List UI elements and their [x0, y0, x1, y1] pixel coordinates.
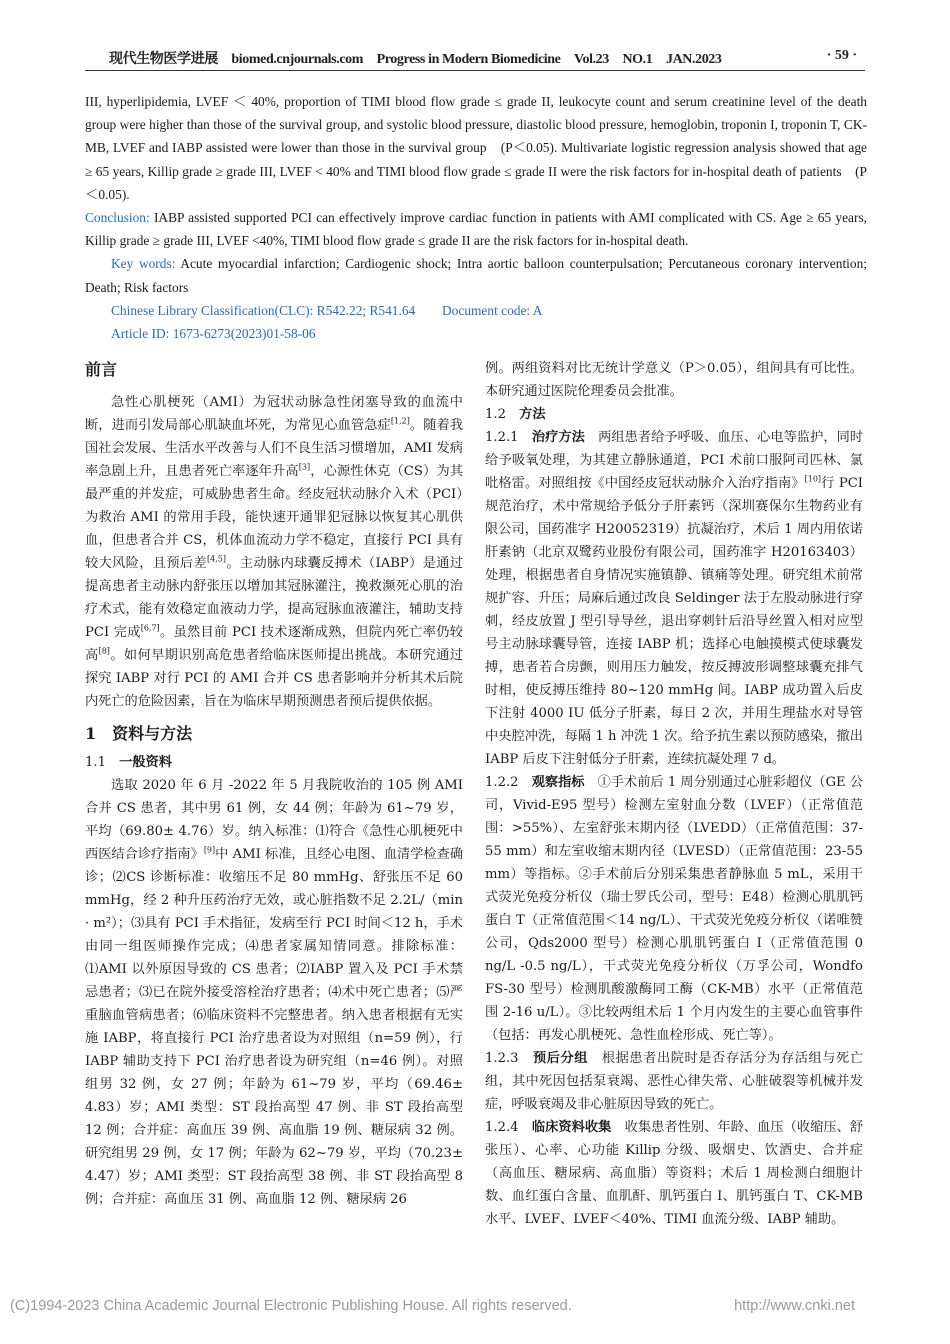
footer: [0, 1295, 950, 1319]
running-header: [85, 46, 865, 68]
citation: [8]: [98, 646, 110, 656]
preface-title: 前言: [85, 360, 118, 379]
citation: [3]: [298, 462, 311, 472]
treatment-text-b: 行 PCI 规范治疗，术中常规给予低分子肝素钙（深圳赛保尔生物药业有限公司，国药准字 H20052319）抗凝治疗，术后 1 周内用依诺肝素钠（北京双鹭药业股份有限公司，国药准字 H20163403）处理，根据患者自身情况实施镇静、镇痛等处理。研究组术前常规扩容、升压；局麻后通过改良 Seldinger 法于左股动脉进行穿刺，经皮放置 J 型引导导丝，退出穿刺针后沿导丝置入相对应型号主动脉球囊导管，连接 IABP 机；选择心电触摸模式使球囊发搏，患者若合房颤，则用压力触发，按反搏波形调整球囊充排气时相，使反搏压维持 80~120 mmHg 间。IABP 成功置入后皮下注射 4000 IU 低分子肝素，每日 2 次，并用生理盐水对导管中央腔冲洗，每隔 1 h 冲洗 1 次。给予抗生素以预防感染，撤出 IABP 后皮下注射低分子肝素，连续抗凝处理 7 d。: [485, 476, 863, 767]
preface-text-b: 。随着我国社会发展、生活水平改善与人们不良生活习惯增加，AMI 发病率急剧上升，且患者死亡率逐年升高: [85, 418, 464, 479]
subsection-name: 一般资料: [119, 755, 172, 770]
clinical-text: 收集患者性别、年龄、血压（收缩压、舒张压）、心率、心功能 Killip 分级、吸烟史、饮酒史、合并症（高血压、糖尿病、高血脂）等资料；术后 1 周检测白细胞计数、血红蛋白含量、血肌酐、肌钙蛋白 I、肌钙蛋白 T、CK-MB 水平、LVEF、LVEF＜40%、TIMI 血流分级、IABP 辅助。: [485, 1120, 864, 1227]
prognosis-text: 根据患者出院时是否存活分为存活组与死亡组，其中死因包括泵衰竭、恶性心律失常、心脏破裂等机械并发症，呼吸衰竭及非心脏原因导致的死亡。: [485, 1051, 864, 1112]
clinical-data-paragraph: [485, 1116, 863, 1231]
citation: [10]: [804, 474, 822, 484]
general-text-a: 选取 2020 年 6 月 -2022 年 5 月我院收治的 105 例 AMI 合并 CS 患者，其中男 61 例，女 44 例；年龄为 61~79 岁，平均（69.80± 4.76）岁。纳入标准：⑴符合《急性心肌梗死中西医结合诊疗指南》: [85, 778, 463, 862]
subsection-name: 治疗方法: [531, 430, 585, 445]
preface-text-f: 。如何早期识别高危患者给临床医师提出挑战。本研究通过探究 IABP 对行 PCI 的 AMI 合并 CS 患者影响并分析其术后院内死亡的危险因素，旨在为临床早期预测患者预后提供依据。: [85, 648, 464, 709]
treatment-text-a: 两组患者给予呼吸、血压、心电等监护，同时给予吸氧处理，为其建立静脉通道，PCI 术前口服阿司匹林、氯吡格雷。对照组按《中国经皮冠状动脉介入治疗指南》: [485, 430, 864, 491]
general-data-paragraph: [85, 774, 463, 1211]
observation-text: ①手术前后 1 周分别通过心脏彩超仪（GE 公司，Vivid-E95 型号）检测左室射血分数（LVEF）（正常值范围：>55%）、左室舒张末期内径（LVEDD）（正常值范围：37-55 mm）和左室收缩末期内径（LVESD）（正常值范围：23-55 mm）等指标。②手术前后分别采集患者静脉血 5 mL，采用干式荧光免疫分析仪（瑞士罗氏公司，型号：E48）检测心肌肌钙蛋白 T（正常值范围＜14 ng/L）、干式荧光免疫分析仪（诺唯赞公司，Qds2000 型号）检测心肌肌钙蛋白 I（正常值范围 0 ng/L -0.5 ng/L），干式荧光免疫分析仪（万孚公司，Wondfo FS-30 型号）检测肌酸激酶同工酶（CK-MB）水平（正常值范围 2-16 u/L）。③比较两组术后 1 个月内发生的主要心血管事件（包括：再发心肌梗死、急性血栓形成、死亡等）。: [485, 775, 864, 1043]
preface-paragraph: [85, 391, 463, 713]
prognosis-paragraph: [485, 1047, 863, 1116]
observation-paragraph: [485, 771, 863, 1047]
subsection-name: 方法: [519, 407, 546, 422]
subsection-number: 1.2.4: [485, 1120, 519, 1135]
subsection-number: 1.2.1: [485, 430, 519, 445]
left-column: [85, 357, 463, 1211]
conclusion-text: IABP assisted supported PCI can effectively improve cardiac function in patients with AMI complicated with CS. Age ≥ 65 years, Killip grade ≥ grade III, LVEF <40%, TIMI blood flow grade ≤ grade II are the risk factors for in-hospital death.: [85, 210, 867, 249]
subsection-name: 临床资料收集: [531, 1120, 612, 1135]
keywords-label: Key words:: [111, 256, 176, 272]
english-abstract: [85, 90, 867, 345]
copyright-notice: (C)1994-2023 China Academic Journal Electronic Publishing House. All rights reserved.: [10, 1298, 572, 1314]
subsection-1-1-title: [85, 751, 463, 774]
abstract-conclusion: [85, 206, 867, 252]
citation: [1,2]: [390, 416, 410, 426]
citation: [9]: [203, 845, 216, 855]
right-column: [485, 357, 863, 1231]
page-number: · 59 ·: [826, 48, 857, 63]
preface-text-d: 。主动脉内球囊反搏术（IABP）是通过提高患者主动脉内舒张压以增加其冠脉灌注，挽救濒死心肌的治疗术式，能有效稳定血液动力学，提高冠脉血液灌注，辅助支持 PCI 完成: [85, 556, 464, 640]
section-1-title: 1 资料与方法: [85, 724, 193, 743]
subsection-number: 1.2.3: [485, 1051, 519, 1066]
preface-text-a: 急性心肌梗死（AMI）为冠状动脉急性闭塞导致的血流中断，进而引发局部心肌缺血坏死，为常见心血管急症: [85, 395, 463, 433]
clc-line: Chinese Library Classification(CLC): R542.22; R541.64 Document code: A: [111, 302, 543, 318]
preface-text-e: 。虽然目前 PCI 技术逐渐成熟，但院内死亡率仍较高: [85, 625, 463, 663]
header-rule: [85, 70, 865, 71]
subsection-number: 1.2.2: [485, 775, 519, 790]
abstract-results: III, hyperlipidemia, LVEF ＜ 40%, proportion of TIMI blood flow grade ≤ grade II, leukocyte count and serum creatinine level of the death group were higher than those of the survival group, and systolic blood pressure, diastolic blood pressure, hemoglobin, troponin I, troponin T, CK-MB, LVEF and IABP assisted were lower than those in the survival group (P＜0.05). Multivariate logistic regression analysis showed that age ≥ 65 years, Killip grade ≥ grade III, LVEF < 40% and TIMI blood flow grade ≤ grade II were the risk factors for in-hospital death of patients (P＜0.05).: [85, 94, 867, 202]
citation: [4,5]: [207, 554, 226, 564]
keywords-text: Acute myocardial infarction; Cardiogenic shock; Intra aortic balloon counterpulsation; Percutaneous coronary intervention; Death; Risk factors: [85, 256, 867, 295]
subsection-1-2-title: [485, 403, 863, 426]
citation: [6,7]: [140, 623, 160, 633]
treatment-paragraph: [485, 426, 863, 771]
general-text-b: 中 AMI 标准，且经心电图、血清学检查确诊；⑵CS 诊断标准：收缩压不足 80 mmHg、舒张压不足 60 mmHg，经 2 种升压药治疗无效，或心脏指数不足 2.2L/（min · m²）；⑶具有 PCI 手术指征，发病至行 PCI 时间＜12 h，手术由同一组医师操作完成；⑷患者家属知情同意。排除标准：⑴AMI 以外原因导致的 CS 患者；⑵IABP 置入及 PCI 手术禁忌患者；⑶已在院外接受溶栓治疗患者；⑷术中死亡患者；⑸严重脑血管病患者；⑹临床资料不完整患者。纳入患者根据有无实施 IABP，将直接行 PCI 治疗患者设为对照组（n=59 例），行 IABP 辅助支持下 PCI 治疗患者设为研究组（n=46 例）。对照组男 32 例，女 27 例；年龄为 61~79 岁，平均（69.46± 4.83）岁；AMI 类型：ST 段抬高型 47 例、非 ST 段抬高型 12 例；合并症：高血压 39 例、高血脂 19 例、糖尿病 32 例。研究组男 29 例，女 17 例；年龄为 62~79 岁，平均（70.23± 4.47）岁；AMI 类型：ST 段抬高型 38 例、非 ST 段抬高型 8 例；合并症：高血压 31 例、高血脂 12 例、糖尿病 26: [85, 847, 464, 1207]
preface-text-c: ，心源性休克（CS）为其最严重的并发症，可威胁患者生命。经皮冠状动脉介入术（PCI）为救治 AMI 的常用手段，能快速开通罪犯冠脉以恢复其心肌供血，但患者合并 CS，机体血流动力学不稳定，直接行 PCI 具有较大风险，且预后差: [85, 464, 464, 571]
keywords: [85, 252, 867, 298]
subsection-number: 1.1: [85, 755, 106, 770]
cnki-link[interactable]: http://www.cnki.net: [734, 1298, 855, 1314]
continued-paragraph: 例。两组资料对比无统计学意义（P＞0.05），组间具有可比性。本研究通过医院伦理委员会批准。: [485, 361, 863, 399]
conclusion-label: Conclusion:: [85, 210, 150, 226]
subsection-number: 1.2: [485, 407, 506, 422]
article-id: Article ID: 1673-6273(2023)01-58-06: [111, 326, 316, 342]
journal-header: 现代生物医学进展 biomed.cnjournals.com Progress in Modern Biomedicine Vol.23 NO.1 JAN.2023: [109, 52, 722, 67]
subsection-name: 观察指标: [531, 775, 585, 790]
subsection-name: 预后分组: [532, 1051, 589, 1066]
